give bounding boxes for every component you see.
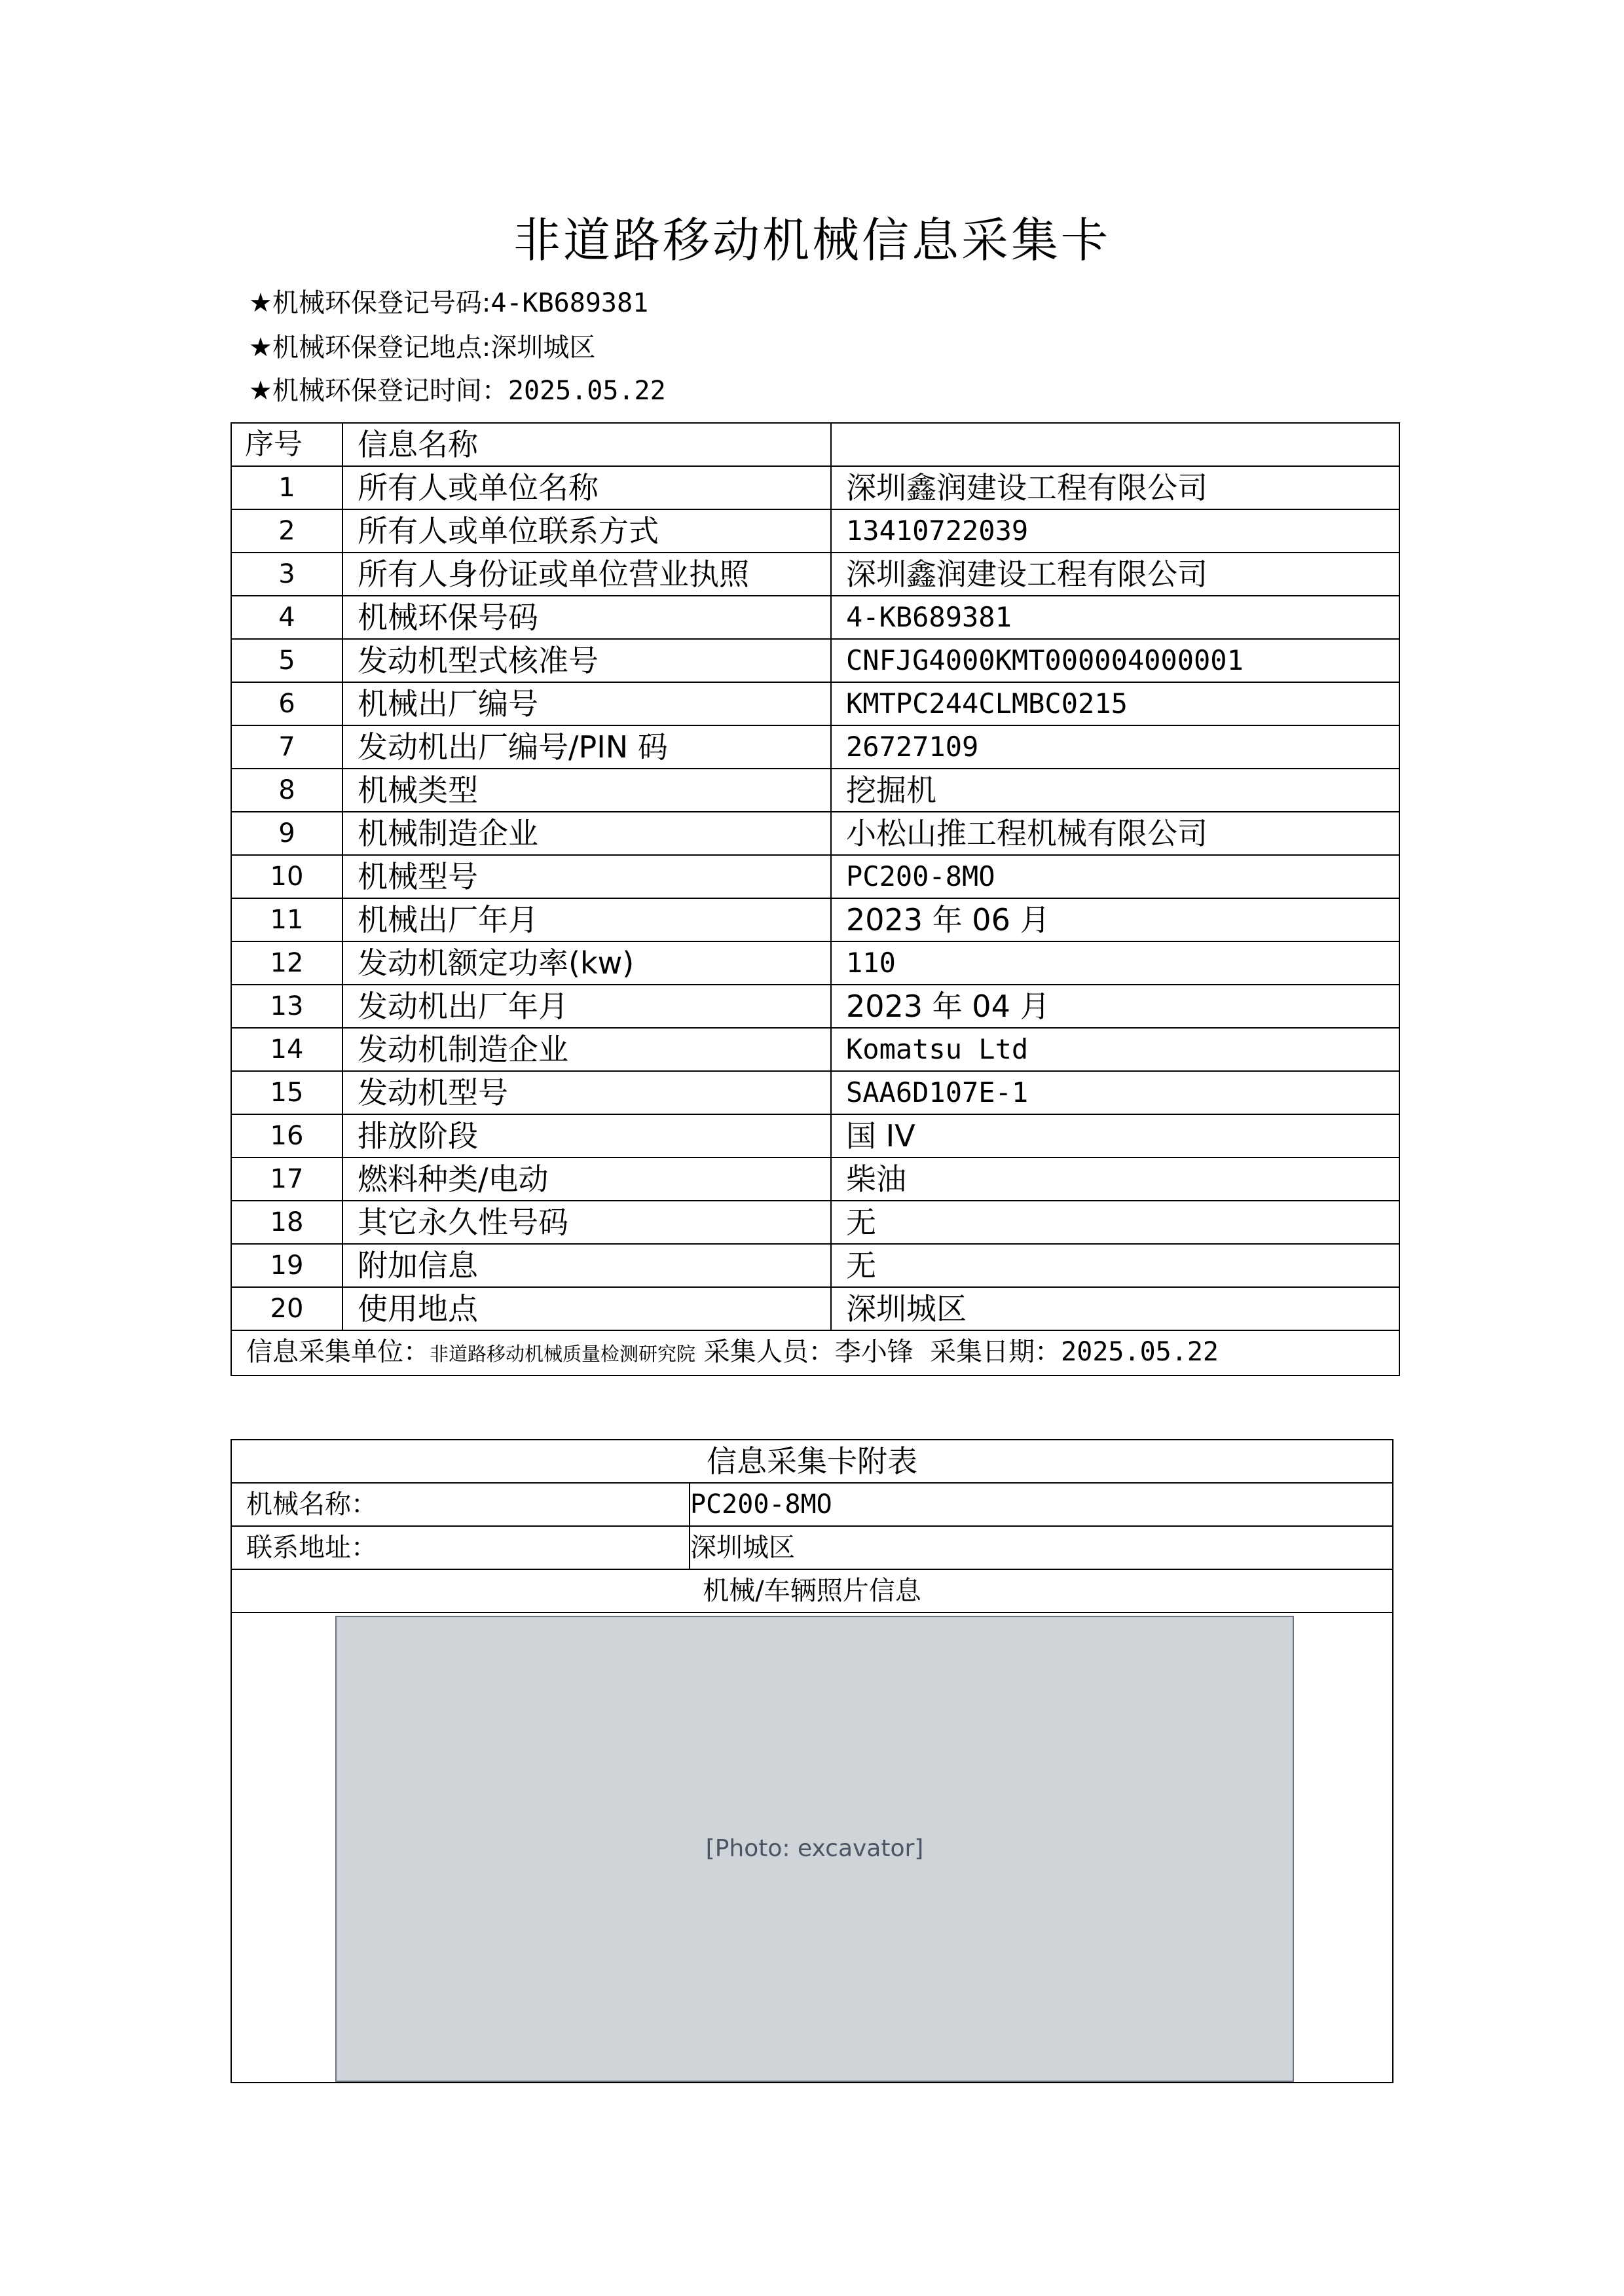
header-seq: 序号: [231, 423, 342, 466]
row-name: 其它永久性号码: [342, 1201, 831, 1244]
row-seq: 17: [231, 1157, 342, 1201]
address-value: 深圳城区: [690, 1526, 1393, 1569]
row-value: 2023 年 06 月: [831, 898, 1399, 941]
table-row: [231, 596, 1399, 639]
row-value: 柴油: [831, 1157, 1399, 1201]
row-value: CNFJG4000KMT000004000001: [831, 639, 1399, 682]
row-seq: 1: [231, 466, 342, 509]
appendix-address-row: [231, 1526, 1393, 1569]
row-value: 小松山推工程机械有限公司: [831, 812, 1399, 855]
row-value: PC200-8MO: [831, 855, 1399, 898]
row-value: 国 IV: [831, 1114, 1399, 1157]
table-footer-row: [231, 1330, 1399, 1376]
table-row: [231, 553, 1399, 596]
row-value: SAA6D107E-1: [831, 1071, 1399, 1114]
row-seq: 4: [231, 596, 342, 639]
row-seq: 15: [231, 1071, 342, 1114]
table-row: [231, 812, 1399, 855]
collector-label: 采集人员：: [703, 1337, 835, 1367]
row-name: 发动机额定功率(kw): [342, 941, 831, 985]
row-name: 机械出厂编号: [342, 682, 831, 725]
registration-number-label: ★机械环保登记号码:: [249, 288, 491, 318]
row-name: 燃料种类/电动: [342, 1157, 831, 1201]
collection-unit: 非道路移动机械质量检测研究院: [430, 1343, 696, 1365]
excavator-photo: [335, 1616, 1294, 2082]
table-row: [231, 509, 1399, 553]
collection-date-label: 采集日期：: [930, 1337, 1061, 1367]
table-row: [231, 1028, 1399, 1071]
table-row: [231, 1157, 1399, 1201]
registration-place: 深圳城区: [490, 333, 596, 363]
row-name: 机械型号: [342, 855, 831, 898]
header-value: [831, 423, 1399, 466]
row-name: 所有人身份证或单位营业执照: [342, 553, 831, 596]
photo-cell: [231, 1613, 1393, 2083]
row-seq: 5: [231, 639, 342, 682]
row-seq: 16: [231, 1114, 342, 1157]
row-value: 深圳城区: [831, 1287, 1399, 1330]
row-value: 深圳鑫润建设工程有限公司: [831, 553, 1399, 596]
table-row: [231, 1071, 1399, 1114]
registration-time-label: ★机械环保登记时间：: [249, 376, 508, 406]
photo-row: [231, 1613, 1393, 2083]
row-name: 发动机型式核准号: [342, 639, 831, 682]
table-row: [231, 898, 1399, 941]
table-row: [231, 682, 1399, 725]
row-seq: 19: [231, 1244, 342, 1287]
row-value: 挖掘机: [831, 769, 1399, 812]
row-name: 机械类型: [342, 769, 831, 812]
table-row: [231, 985, 1399, 1028]
row-value: 深圳鑫润建设工程有限公司: [831, 466, 1399, 509]
row-seq: 12: [231, 941, 342, 985]
table-header-row: [231, 423, 1399, 466]
collector-name: 李小锋: [834, 1337, 913, 1367]
appendix-title-row: [231, 1440, 1393, 1483]
row-seq: 14: [231, 1028, 342, 1071]
row-name: 排放阶段: [342, 1114, 831, 1157]
photo-placeholder-label: [Photo: excavator]: [705, 1835, 924, 1862]
registration-time: 2025.05.22: [507, 376, 666, 406]
row-name: 发动机出厂编号/PIN 码: [342, 725, 831, 769]
table-row: [231, 769, 1399, 812]
row-value: Komatsu Ltd: [831, 1028, 1399, 1071]
table-row: [231, 1287, 1399, 1330]
appendix-table: [231, 1439, 1393, 2083]
row-seq: 20: [231, 1287, 342, 1330]
row-value: 无: [831, 1244, 1399, 1287]
row-name: 机械制造企业: [342, 812, 831, 855]
row-seq: 8: [231, 769, 342, 812]
table-row: [231, 725, 1399, 769]
registration-place-line: [249, 331, 595, 364]
appendix-machine-row: [231, 1483, 1393, 1526]
row-seq: 18: [231, 1201, 342, 1244]
table-row: [231, 639, 1399, 682]
row-seq: 10: [231, 855, 342, 898]
row-name: 发动机出厂年月: [342, 985, 831, 1028]
row-name: 机械出厂年月: [342, 898, 831, 941]
table-row: [231, 1244, 1399, 1287]
row-seq: 7: [231, 725, 342, 769]
row-name: 发动机制造企业: [342, 1028, 831, 1071]
table-row: [231, 1114, 1399, 1157]
row-seq: 2: [231, 509, 342, 553]
row-value: 无: [831, 1201, 1399, 1244]
photo-section-title: 机械/车辆照片信息: [231, 1569, 1393, 1613]
row-value: 26727109: [831, 725, 1399, 769]
row-value: KMTPC244CLMBC0215: [831, 682, 1399, 725]
row-name: 机械环保号码: [342, 596, 831, 639]
row-value: 13410722039: [831, 509, 1399, 553]
row-value: 4-KB689381: [831, 596, 1399, 639]
collection-date: 2025.05.22: [1061, 1337, 1219, 1367]
row-name: 所有人或单位联系方式: [342, 509, 831, 553]
row-value: 110: [831, 941, 1399, 985]
header-name: 信息名称: [342, 423, 831, 466]
address-label: 联系地址：: [231, 1526, 690, 1569]
collection-unit-label: 信息采集单位：: [246, 1337, 430, 1367]
registration-place-label: ★机械环保登记地点:: [249, 333, 491, 363]
page-title: 非道路移动机械信息采集卡: [513, 213, 1111, 268]
machine-name-label: 机械名称：: [231, 1483, 690, 1526]
row-name: 附加信息: [342, 1244, 831, 1287]
row-name: 所有人或单位名称: [342, 466, 831, 509]
table-row: [231, 941, 1399, 985]
row-value: 2023 年 04 月: [831, 985, 1399, 1028]
info-table: [231, 422, 1400, 1376]
collection-info: [231, 1330, 1399, 1376]
registration-time-line: [249, 374, 666, 407]
appendix-title: 信息采集卡附表: [231, 1440, 1393, 1483]
row-name: 发动机型号: [342, 1071, 831, 1114]
table-row: [231, 1201, 1399, 1244]
row-seq: 9: [231, 812, 342, 855]
table-row: [231, 466, 1399, 509]
row-name: 使用地点: [342, 1287, 831, 1330]
registration-number: 4-KB689381: [490, 288, 649, 318]
registration-number-line: [249, 287, 648, 319]
photo-section-title-row: [231, 1569, 1393, 1613]
machine-name-value: PC200-8MO: [690, 1483, 1393, 1526]
row-seq: 3: [231, 553, 342, 596]
table-row: [231, 855, 1399, 898]
row-seq: 11: [231, 898, 342, 941]
row-seq: 13: [231, 985, 342, 1028]
row-seq: 6: [231, 682, 342, 725]
